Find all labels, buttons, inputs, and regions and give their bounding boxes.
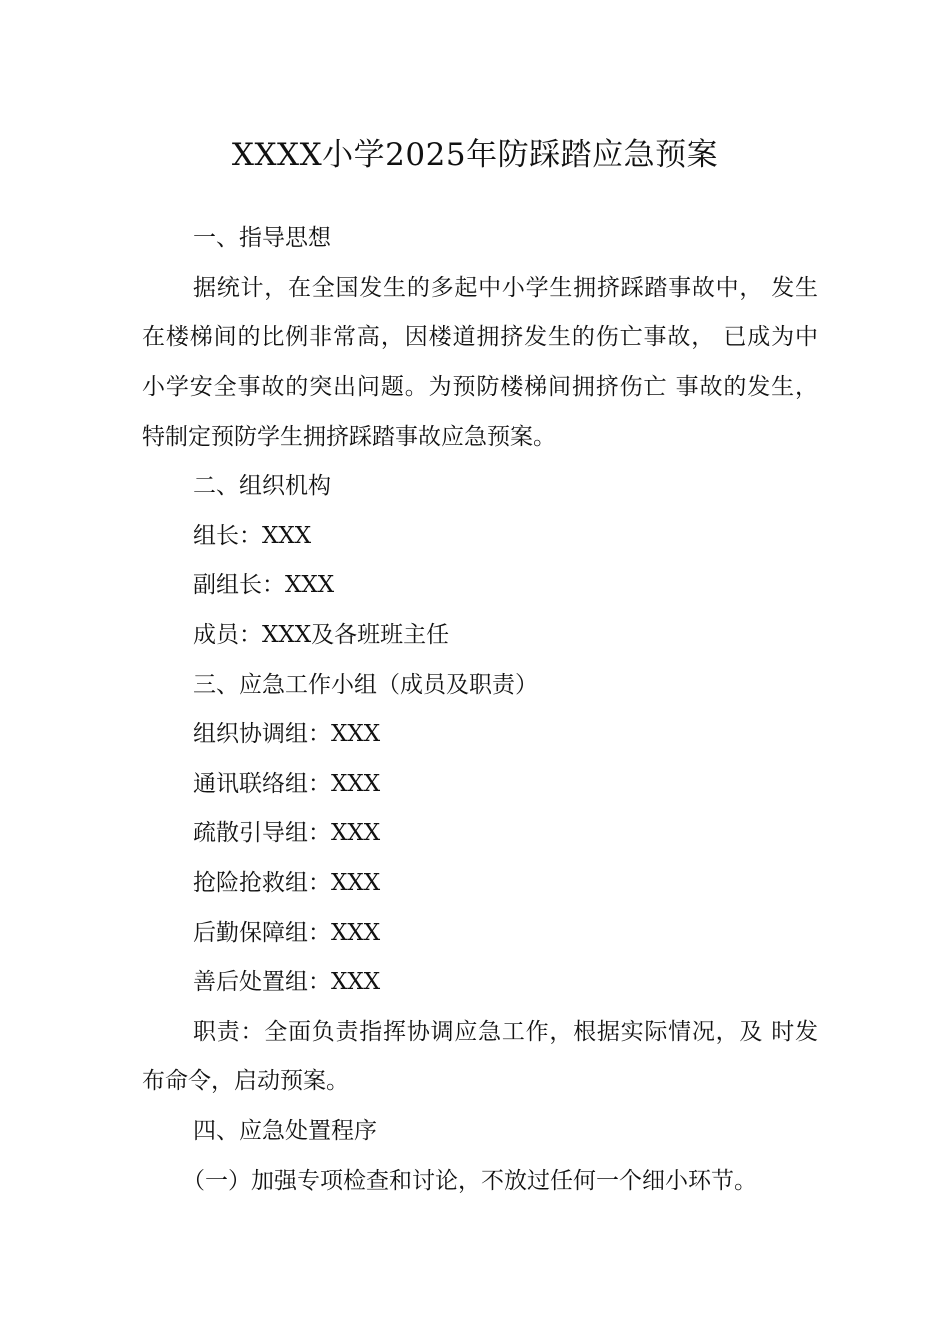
section-heading-guiding-thought: 一、指导思想 [193, 225, 331, 251]
paragraph-line: 据统计，在全国发生的多起中小学生拥挤踩踏事故中， 发生 [193, 275, 818, 301]
group-line: 组织协调组：XXX [193, 721, 381, 747]
leader-line: 组长：XXX [193, 523, 312, 549]
paragraph-line: 小学安全事故的突出问题。为预防楼梯间拥挤伤亡 事故的发生， [142, 374, 818, 400]
group-line: 后勤保障组：XXX [193, 920, 381, 946]
members-line: 成员：XXX及各班班主任 [193, 622, 450, 648]
section-heading-emergency-groups: 三、应急工作小组（成员及职责） [193, 672, 538, 698]
group-line: 通讯联络组：XXX [193, 771, 381, 797]
procedure-item: （一）加强专项检查和讨论，不放过任何一个细小环节。 [182, 1168, 757, 1194]
group-line: 疏散引导组：XXX [193, 820, 381, 846]
section-heading-procedure: 四、应急处置程序 [193, 1118, 377, 1144]
paragraph-line: 在楼梯间的比例非常高，因楼道拥挤发生的伤亡事故， 已成为中 [142, 324, 818, 350]
duty-line: 职责：全面负责指挥协调应急工作，根据实际情况，及 时发 [193, 1019, 818, 1045]
group-line: 抢险抢救组：XXX [193, 870, 381, 896]
duty-line: 布命令，启动预案。 [142, 1068, 349, 1094]
group-line: 善后处置组：XXX [193, 969, 381, 995]
deputy-leader-line: 副组长：XXX [193, 572, 335, 598]
paragraph-line: 特制定预防学生拥挤踩踏事故应急预案。 [142, 424, 556, 450]
document-title: XXXX小学2025年防踩踏应急预案 [231, 137, 719, 173]
section-heading-organization: 二、组织机构 [193, 473, 331, 499]
